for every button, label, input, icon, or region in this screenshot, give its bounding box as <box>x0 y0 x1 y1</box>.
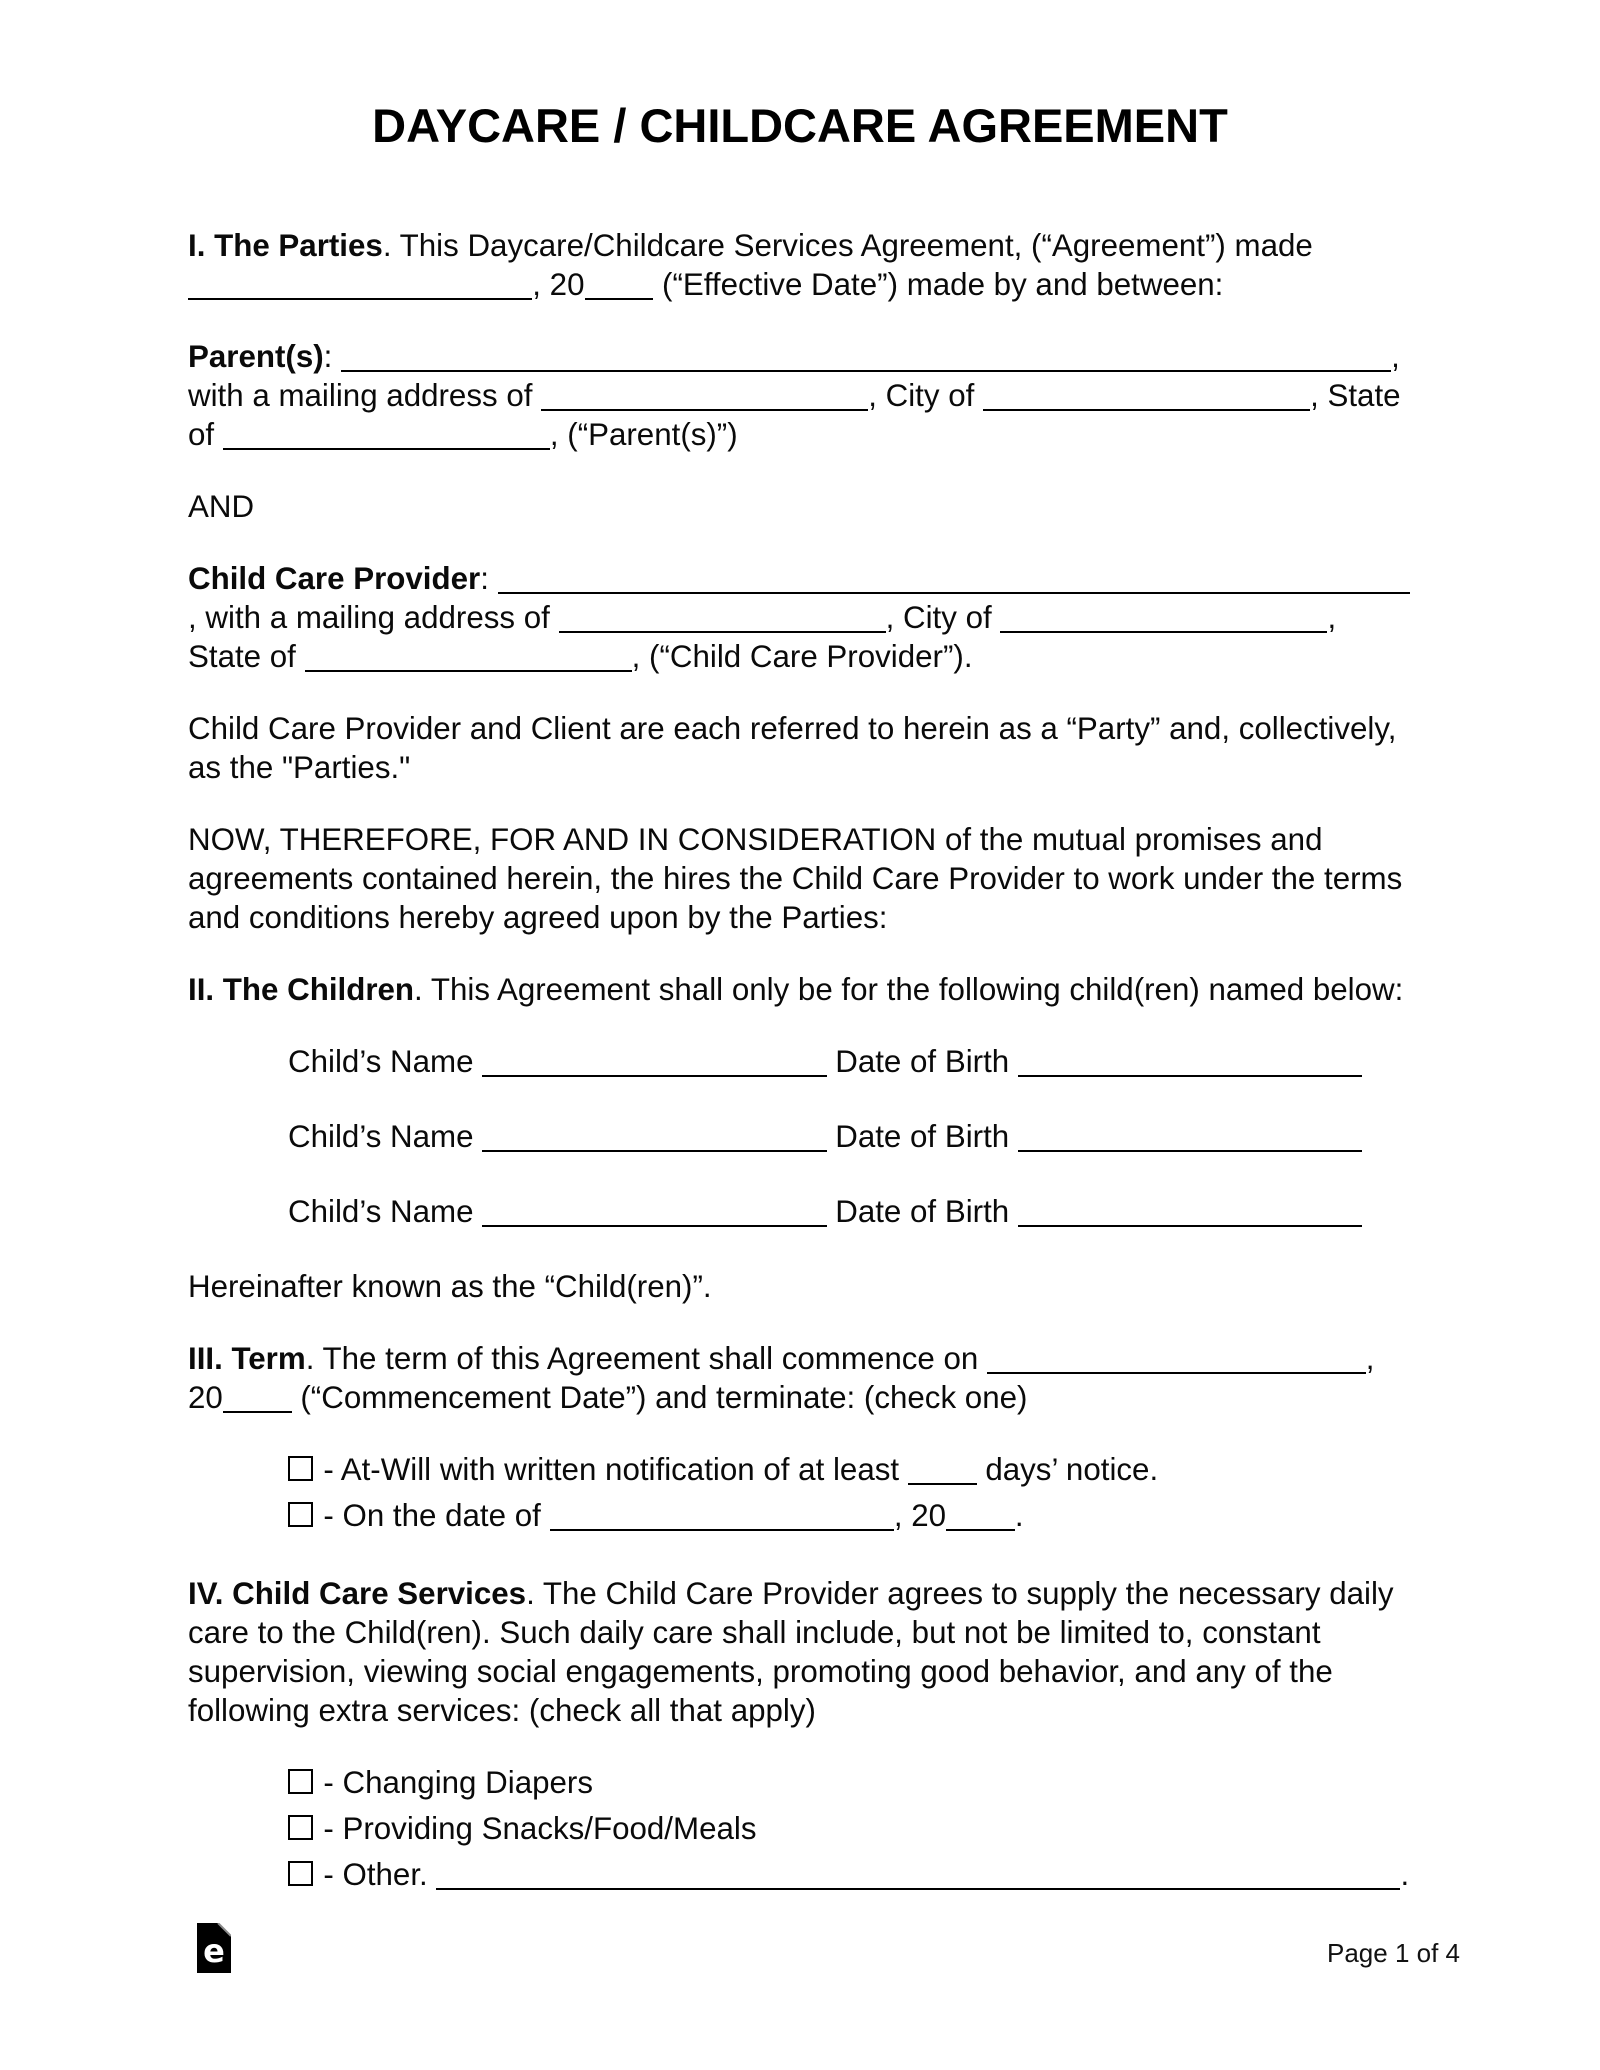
term-option-at-will: - At-Will with written notification of at least days’ notice. <box>188 1450 1412 1489</box>
parents-paragraph: Parent(s): , with a mailing address of , City of , State of , (“Parent(s)”) <box>188 338 1401 452</box>
section-1-parties-paragraph: I. The Parties. This Daycare/Childcare Services Agreement, (“Agreement”) made , 20 (“Effective Date”) made by and between: <box>188 227 1313 302</box>
parties-collective-paragraph: Child Care Provider and Client are each referred to herein as a “Party” and, collectively, as the "Parties." <box>188 710 1397 785</box>
provider-paragraph: Child Care Provider: , with a mailing address of , City of , State of , (“Child Care Provider”). <box>188 559 1412 676</box>
blank-field <box>541 377 868 411</box>
blank-field <box>223 416 550 450</box>
blank-field <box>559 599 886 633</box>
checkbox-icon <box>288 1861 313 1886</box>
and-connector: AND <box>188 488 255 524</box>
checkbox-icon <box>288 1769 313 1794</box>
section-heading-text: III. Term <box>188 1340 306 1376</box>
blank-field <box>482 1118 826 1152</box>
blank-field <box>188 266 532 300</box>
page-footer <box>0 1918 1600 1998</box>
service-option-changing-diapers: - Changing Diapers <box>188 1763 1412 1802</box>
section-heading-text: IV. Child Care Services <box>188 1575 527 1611</box>
blank-field <box>983 377 1310 411</box>
blank-field <box>341 338 1391 372</box>
blank-field <box>305 638 632 672</box>
blank-field <box>482 1193 826 1227</box>
blank-field <box>1000 599 1327 633</box>
blank-field <box>946 1497 1015 1531</box>
blank-field <box>482 1043 826 1077</box>
eforms-logo-icon <box>197 1923 231 1973</box>
checkbox-icon <box>288 1456 313 1481</box>
section-3-term-paragraph: III. Term. The term of this Agreement shall commence on , 20 (“Commencement Date”) and terminate: (check one) <box>188 1340 1375 1415</box>
consideration-paragraph: NOW, THEREFORE, FOR AND IN CONSIDERATION of the mutual promises and agreements contained herein, the hires the Child Care Provider to work under the terms and conditions hereby agreed upon by the Parties: <box>188 821 1403 935</box>
checkbox-icon <box>288 1815 313 1840</box>
blank-field <box>585 266 654 300</box>
blank-field <box>498 560 1410 594</box>
service-option-snacks-food-meals: - Providing Snacks/Food/Meals <box>188 1809 1412 1848</box>
spacer-after-term-options <box>188 1542 1412 1574</box>
section-heading-text: Child Care Provider <box>188 560 481 596</box>
blank-field <box>908 1451 977 1485</box>
child-row-2: Child’s Name Date of Birth <box>188 1117 1412 1156</box>
page-number: Page 1 of 4 <box>1327 1938 1460 1968</box>
logo-letter: e <box>203 1932 225 1970</box>
blank-field <box>1018 1118 1362 1152</box>
section-heading-text: II. The Children <box>188 971 415 1007</box>
checkbox-icon <box>288 1502 313 1527</box>
blank-field <box>550 1497 894 1531</box>
document-title: DAYCARE / CHILDCARE AGREEMENT <box>372 99 1228 152</box>
section-heading-text: I. The Parties <box>188 227 383 263</box>
child-row-1: Child’s Name Date of Birth <box>188 1042 1412 1081</box>
document-blocks <box>188 226 1412 1894</box>
section-4-services-paragraph: IV. Child Care Services. The Child Care Provider agrees to supply the necessary daily care to the Child(ren). Such daily care shall include, but not be limited to, constant supervision, viewing social engagements, promoting good behavior, and any of the following extra services: (check all that apply) <box>188 1575 1394 1728</box>
child-row-3: Child’s Name Date of Birth <box>188 1192 1412 1231</box>
blank-field <box>436 1856 1400 1890</box>
service-option-other: - Other. . <box>188 1855 1412 1894</box>
blank-field <box>1018 1193 1362 1227</box>
term-option-on-date: - On the date of , 20 . <box>188 1496 1412 1535</box>
section-heading-text: Parent(s) <box>188 338 324 374</box>
blank-field <box>223 1379 292 1413</box>
blank-field <box>1018 1043 1362 1077</box>
children-alias-paragraph: Hereinafter known as the “Child(ren)”. <box>188 1268 712 1304</box>
blank-field <box>987 1340 1366 1374</box>
section-2-children-paragraph: II. The Children. This Agreement shall only be for the following child(ren) named below: <box>188 971 1404 1007</box>
